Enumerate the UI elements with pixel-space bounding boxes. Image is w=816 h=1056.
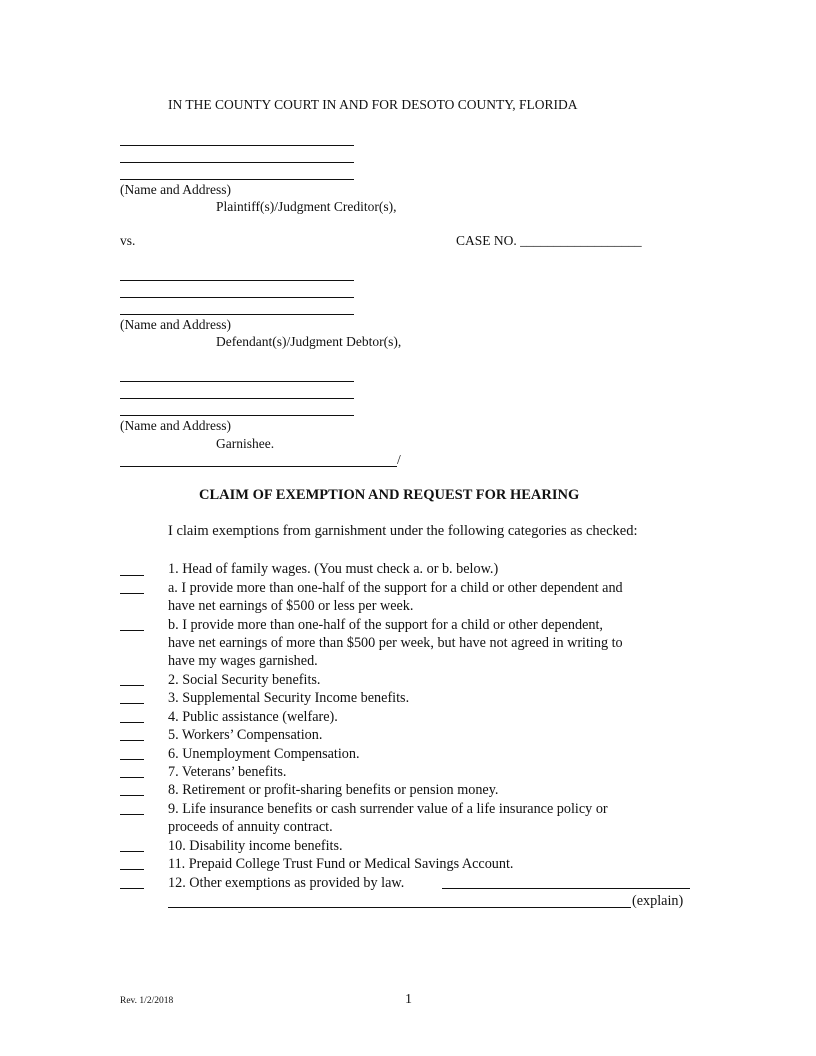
caption-closing-line: [120, 466, 397, 467]
exemption-item-5: 5. Workers’ Compensation.: [168, 727, 323, 743]
explain-label: (explain): [632, 893, 684, 909]
exemption-item-1a: a. I provide more than one-half of the support for a child or other dependent and: [168, 580, 623, 596]
garnishee-name-label: (Name and Address): [120, 418, 231, 433]
defendant-line-3[interactable]: [120, 314, 354, 315]
form-title: CLAIM OF EXEMPTION AND REQUEST FOR HEARING: [199, 487, 580, 503]
exemption-item-12: 12. Other exemptions as provided by law.: [168, 875, 405, 891]
exemption-item-1b-cont-1: have net earnings of more than $500 per week, but have not agreed in writing to: [168, 635, 623, 651]
checkbox-blank-10[interactable]: [120, 851, 144, 852]
exemption-item-4: 4. Public assistance (welfare).: [168, 709, 338, 725]
exemption-item-3: 3. Supplemental Security Income benefits.: [168, 690, 410, 706]
other-exemption-line-2[interactable]: [168, 907, 631, 908]
case-number-label: CASE NO.: [456, 233, 517, 248]
exemption-item-1: 1. Head of family wages. (You must check a. or b. below.): [168, 561, 499, 577]
checkbox-blank-6[interactable]: [120, 759, 144, 760]
exemption-item-2: 2. Social Security benefits.: [168, 672, 321, 688]
checkbox-blank-12[interactable]: [120, 888, 144, 889]
exemption-item-1b: b. I provide more than one-half of the support for a child or other dependent,: [168, 617, 603, 633]
exemption-item-9-cont: proceeds of annuity contract.: [168, 819, 333, 835]
checkbox-blank-3[interactable]: [120, 703, 144, 704]
checkbox-blank-11[interactable]: [120, 869, 144, 870]
exemption-item-1a-cont: have net earnings of $500 or less per week.: [168, 598, 414, 614]
checkbox-blank-1a[interactable]: [120, 593, 144, 594]
checkbox-blank-1b[interactable]: [120, 630, 144, 631]
versus-label: vs.: [120, 233, 136, 248]
defendant-line-1[interactable]: [120, 280, 354, 281]
defendant-name-label: (Name and Address): [120, 317, 231, 332]
checkbox-blank-8[interactable]: [120, 795, 144, 796]
plaintiff-line-3[interactable]: [120, 179, 354, 180]
exemption-item-10: 10. Disability income benefits.: [168, 838, 343, 854]
exemption-item-1b-cont-2: have my wages garnished.: [168, 653, 318, 669]
exemption-item-6: 6. Unemployment Compensation.: [168, 746, 360, 762]
intro-text: I claim exemptions from garnishment under the following categories as checked:: [168, 523, 638, 539]
plaintiff-role: Plaintiff(s)/Judgment Creditor(s),: [216, 199, 397, 214]
other-exemption-line-1[interactable]: [442, 888, 690, 889]
checkbox-blank-7[interactable]: [120, 777, 144, 778]
garnishee-line-2[interactable]: [120, 398, 354, 399]
defendant-line-2[interactable]: [120, 297, 354, 298]
garnishee-line-1[interactable]: [120, 381, 354, 382]
checkbox-blank-5[interactable]: [120, 740, 144, 741]
checkbox-blank-4[interactable]: [120, 722, 144, 723]
exemption-item-9: 9. Life insurance benefits or cash surrender value of a life insurance policy or: [168, 801, 608, 817]
case-number-blank[interactable]: __________________: [520, 233, 642, 248]
plaintiff-line-2[interactable]: [120, 162, 354, 163]
checkbox-blank-9[interactable]: [120, 814, 144, 815]
checkbox-blank-1[interactable]: [120, 575, 144, 576]
plaintiff-name-label: (Name and Address): [120, 182, 231, 197]
page-number: 1: [405, 992, 412, 1007]
case-number-field[interactable]: [456, 232, 642, 250]
exemption-item-8: 8. Retirement or profit-sharing benefits or pension money.: [168, 782, 499, 798]
garnishee-line-3[interactable]: [120, 415, 354, 416]
defendant-role: Defendant(s)/Judgment Debtor(s),: [216, 334, 402, 349]
revision-date: Rev. 1/2/2018: [120, 996, 174, 1006]
checkbox-blank-2[interactable]: [120, 685, 144, 686]
garnishee-role: Garnishee.: [216, 436, 275, 451]
court-header: IN THE COUNTY COURT IN AND FOR DESOTO COUNTY, FLORIDA: [168, 97, 578, 112]
plaintiff-line-1[interactable]: [120, 145, 354, 146]
caption-slash: /: [397, 452, 401, 467]
exemption-item-7: 7. Veterans’ benefits.: [168, 764, 287, 780]
exemption-item-11: 11. Prepaid College Trust Fund or Medical Savings Account.: [168, 856, 514, 872]
